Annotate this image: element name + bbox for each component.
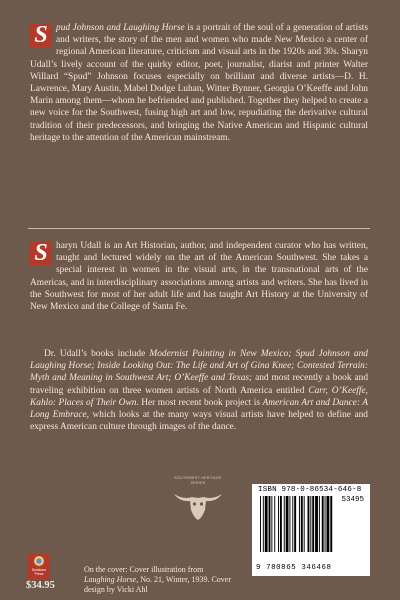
cover-credit	[84, 565, 234, 595]
bio-paragraph	[30, 240, 368, 313]
barcode-bar	[315, 496, 318, 552]
blurb-paragraph	[30, 22, 368, 144]
barcode-bar	[260, 496, 261, 552]
barcode-bar	[325, 496, 326, 552]
publisher-name: Sunstone Press	[31, 568, 47, 576]
isbn-digits: 9 780865 346468	[256, 564, 332, 572]
barcode-bar	[294, 496, 296, 552]
blurb-text: is a portrait of the soul of a generation of artists and writers, the story of the men and women who made New Mexico a center of regional American literature, criticism and visual arts in the 1920s and 30s. Sharyn Udall’s lively account of the quirky editor, poet, journalist, diarist and printer Walter Willard “Spud” Johnson focuses especially on brilliant and diverse artists—D. H. Lawrence, Mary Austin, Mabel Dodge Luhan, Witter Bynner, Georgia O’Keeffe and John Marin among them—whom he befriended and published. Together they helped to create a new voice for the Southwest, fusing high art and low, repudiating the derivative cultural tradition of their predecessors, and bringing the Native American and Hispanic cultural heritage to the attention of the American mainstream.	[30, 23, 369, 143]
barcode-bar	[271, 496, 272, 552]
blurb-title: pud Johnson and Laughing Horse	[56, 23, 185, 33]
bio-text: haryn Udall is an Art Historian, author, and independent curator who has written, taught and lectured widely on the art of the American Southwest. She takes a special interest in women in the visual arts, in the transnational arts of the Americas, and in interdisciplinary associations among artists and writers. She has lived in the Southwest for most of her adult life and has taught Art History at the University of New Mexico and the College of Santa Fe.	[30, 241, 368, 313]
barcode-bars	[260, 496, 362, 552]
book-title-dance: American Art and Dance: A Long Embrace	[30, 397, 369, 421]
barcode-bar	[319, 496, 320, 552]
barcode-bar	[289, 496, 290, 552]
barcode-bar	[301, 496, 303, 552]
barcode-bar	[280, 496, 282, 552]
barcode-bar	[292, 496, 293, 552]
book-title-carr: Carr, O’Keeffe, Kahlo: Places of Their Own	[30, 385, 368, 408]
books-mid2: . Her most recent book project is	[136, 397, 263, 408]
barcode-bar	[330, 496, 332, 552]
book-list-italic: Modernist Painting in New Mexico; Spud Johnson and Laughing Horse; Inside Looking Out: The Life and Art of Gina Knee; Contested Terrain: Myth and Meaning in Southwest Art; O’Keeffe and Texas;	[30, 349, 368, 384]
barcode-bar	[312, 496, 314, 552]
barcode-bar	[274, 496, 275, 552]
cover-credit-suffix: , No. 21, Winter, 1939. Cover design by Vicki Ahl	[84, 575, 231, 594]
barcode-bar	[263, 496, 264, 552]
blurb-dropcap: S	[30, 23, 52, 47]
books-paragraph	[30, 348, 368, 433]
barcode-bar	[278, 496, 279, 552]
longhorn-skull-icon	[172, 486, 224, 522]
barcode-bar	[269, 496, 271, 552]
price: $34.95	[26, 580, 55, 591]
barcode-bar	[299, 496, 300, 552]
books-mid: and most recently a book and traveling exhibition on three women artists of North America entitled	[30, 373, 369, 396]
barcode-bar	[308, 496, 310, 552]
series-logo	[172, 476, 224, 520]
barcode-bar	[327, 496, 330, 552]
cover-credit-prefix: On the cover: Cover illustration from	[84, 565, 204, 574]
barcode-bar	[284, 496, 285, 552]
barcode-bar	[310, 496, 311, 552]
books-end: , which looks at the many ways visual artists have helped to define and express American culture through images of the dance.	[30, 410, 368, 433]
series-label: SOUTHWEST HERITAGE SERIES	[174, 476, 222, 485]
publisher-logo	[28, 554, 50, 580]
price-code: 53495	[341, 496, 364, 504]
isbn-line: ISBN 978-0-86534-646-8	[258, 486, 362, 494]
barcode-box	[252, 484, 370, 576]
bio-dropcap: S	[30, 241, 52, 265]
barcode-bar	[286, 496, 289, 552]
sun-disc-icon	[32, 555, 46, 567]
barcode-bar	[265, 496, 268, 552]
divider-rule	[28, 228, 370, 229]
barcode-bar	[322, 496, 324, 552]
barcode-bar	[304, 496, 305, 552]
cover-credit-magazine: Laughing Horse	[84, 575, 137, 584]
books-intro: Dr. Udall’s books include	[44, 349, 150, 359]
